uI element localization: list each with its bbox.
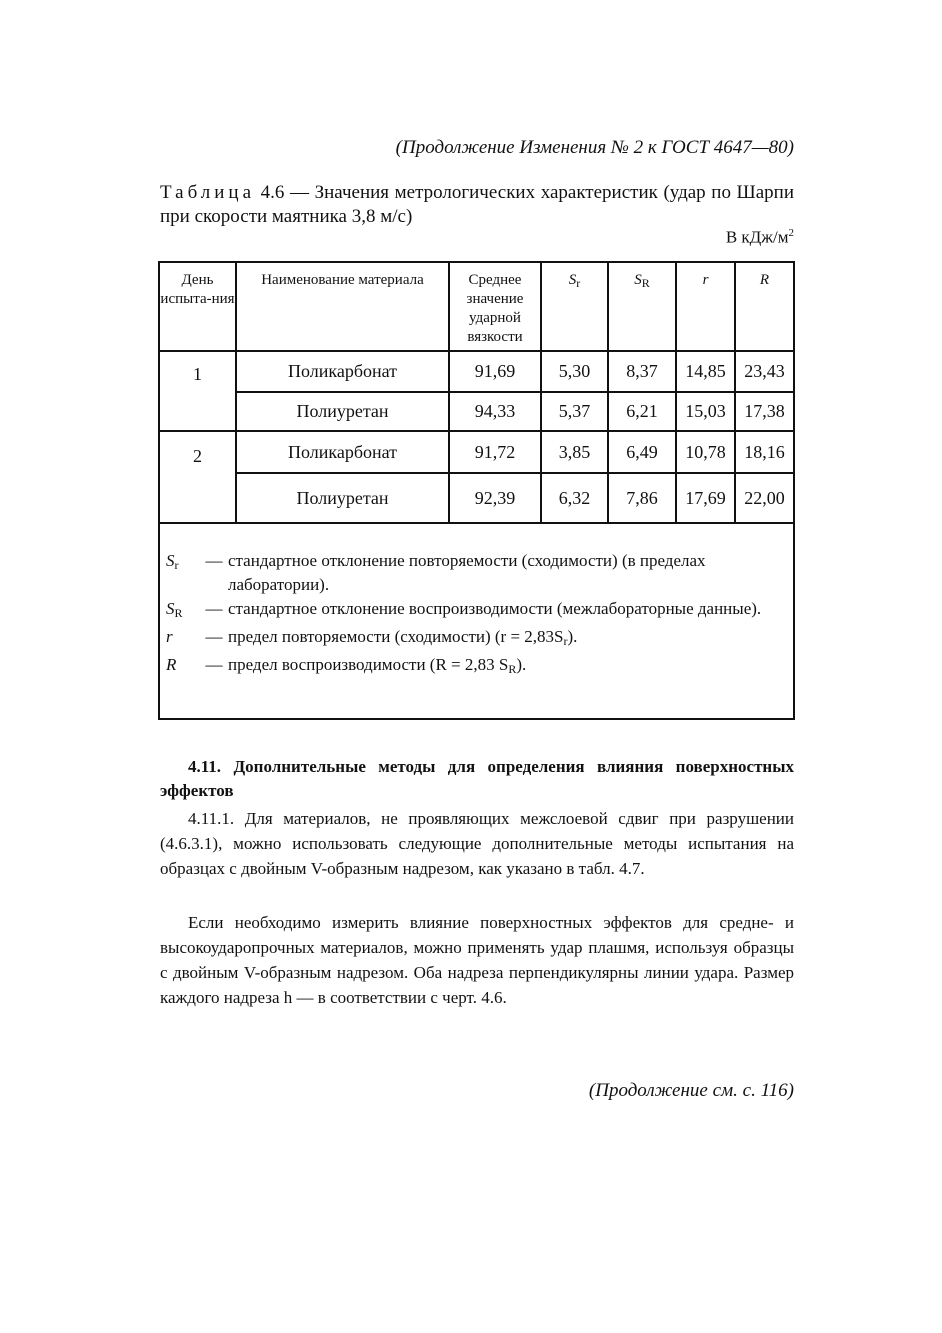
cell-r: 14,85: [676, 351, 735, 392]
cell-R: 23,43: [735, 351, 794, 392]
note-sR: [166, 597, 787, 625]
cell-sr: 6,32: [541, 473, 608, 523]
note-symbol: S: [166, 599, 175, 618]
header-R: R: [735, 262, 794, 351]
cell-sr: 5,37: [541, 392, 608, 431]
caption-label: Таблица: [160, 182, 256, 203]
cell-sr: 5,30: [541, 351, 608, 392]
note-text-sub: R: [508, 662, 517, 676]
header-day: День испыта-ния: [159, 262, 236, 351]
header-sr: [541, 262, 608, 351]
cell-r: 17,69: [676, 473, 735, 523]
note-sr: [166, 549, 787, 597]
note-text-sub: r: [563, 634, 568, 648]
units-power: 2: [788, 227, 794, 239]
metrology-table: [158, 261, 795, 720]
note-dash: —: [205, 551, 223, 570]
cell-material: Полиуретан: [236, 473, 449, 523]
note-text: стандартное отклонение повторяемости (сходимости) (в пределах лаборатории).: [228, 551, 706, 594]
cell-mean: 92,39: [449, 473, 541, 523]
caption-text: 4.6 — Значения метрологических характеристик (удар по Шарпи при скорости маятника 3,8 м/с): [160, 182, 794, 227]
cell-r: 15,03: [676, 392, 735, 431]
header-material: Наименование материала: [236, 262, 449, 351]
note-text: [228, 653, 787, 681]
header-sR: [608, 262, 676, 351]
cell-sR: 6,21: [608, 392, 676, 431]
cell-sR: 6,49: [608, 431, 676, 473]
cell-mean: 94,33: [449, 392, 541, 431]
header-sR-letter: S: [634, 272, 642, 288]
table-row: [159, 431, 794, 473]
table-notes-row: [159, 523, 794, 719]
paragraph-4-11-1: 4.11.1. Для материалов, не проявляющих межслоевой сдвиг при разрушении (4.6.3.1), можно использовать следующие дополнительные методы испытания на образцах с двойным V-образным надрезом, как указано в табл. 4.7.: [160, 809, 794, 878]
cell-R: 18,16: [735, 431, 794, 473]
note-text: [228, 625, 787, 653]
cell-material: Полиуретан: [236, 392, 449, 431]
header-r: r: [676, 262, 735, 351]
table-row: [159, 473, 794, 523]
note-text-end: ).: [567, 627, 578, 646]
note-dash: —: [205, 627, 223, 646]
cell-day: 1: [159, 351, 236, 431]
header-sr-sub: r: [576, 276, 581, 290]
cell-material: Поликарбонат: [236, 431, 449, 473]
note-text-main: предел повторяемости (сходимости) (r = 2,83S: [228, 627, 564, 646]
cell-R: 22,00: [735, 473, 794, 523]
note-r: [166, 625, 787, 653]
note-R: [166, 653, 787, 681]
cell-R: 17,38: [735, 392, 794, 431]
paragraph-surface-effects: Если необходимо измерить влияние поверхностных эффектов для средне- и высокоударопрочных материалов, можно применять удар плашмя, используя образцы с двойным V-образным надрезом. Оба надреза перпендикулярны линии удара. Размер каждого надреза h — в соответствии с черт. 4.6.: [160, 913, 794, 1007]
section-title: 4.11. Дополнительные методы для определения влияния поверхностных эффектов: [160, 757, 794, 800]
cell-r: 10,78: [676, 431, 735, 473]
table-caption: [160, 181, 794, 229]
header-sr-letter: S: [568, 272, 577, 288]
note-text-end: ).: [516, 655, 527, 674]
page-footer: (Продолжение см. с. 116): [588, 1080, 794, 1101]
note-symbol-sub: R: [174, 606, 183, 620]
page-header: (Продолжение Изменения № 2 к ГОСТ 4647—80): [395, 137, 794, 158]
note-symbol: S: [166, 551, 175, 570]
note-symbol-sub: r: [174, 558, 179, 572]
note-dash: —: [205, 599, 223, 618]
note-text-main: предел воспроизводимости (R = 2,83 S: [228, 655, 509, 674]
header-sR-sub: R: [641, 276, 650, 290]
cell-day: 2: [159, 431, 236, 523]
table-notes: [159, 523, 794, 719]
cell-mean: 91,69: [449, 351, 541, 392]
table-row: [159, 351, 794, 392]
note-dash: —: [205, 655, 223, 674]
note-symbol: R: [166, 655, 177, 674]
table-row: [159, 392, 794, 431]
cell-mean: 91,72: [449, 431, 541, 473]
note-symbol: r: [166, 627, 173, 646]
note-text: стандартное отклонение воспроизводимости (межлабораторные данные).: [228, 599, 762, 618]
cell-material: Поликарбонат: [236, 351, 449, 392]
cell-sr: 3,85: [541, 431, 608, 473]
cell-sR: 8,37: [608, 351, 676, 392]
units-label: [160, 227, 794, 248]
cell-sR: 7,86: [608, 473, 676, 523]
header-mean: Среднее значение ударной вязкости: [449, 262, 541, 351]
units-prefix: В кДж/м: [725, 227, 789, 247]
table-header-row: [159, 262, 794, 351]
